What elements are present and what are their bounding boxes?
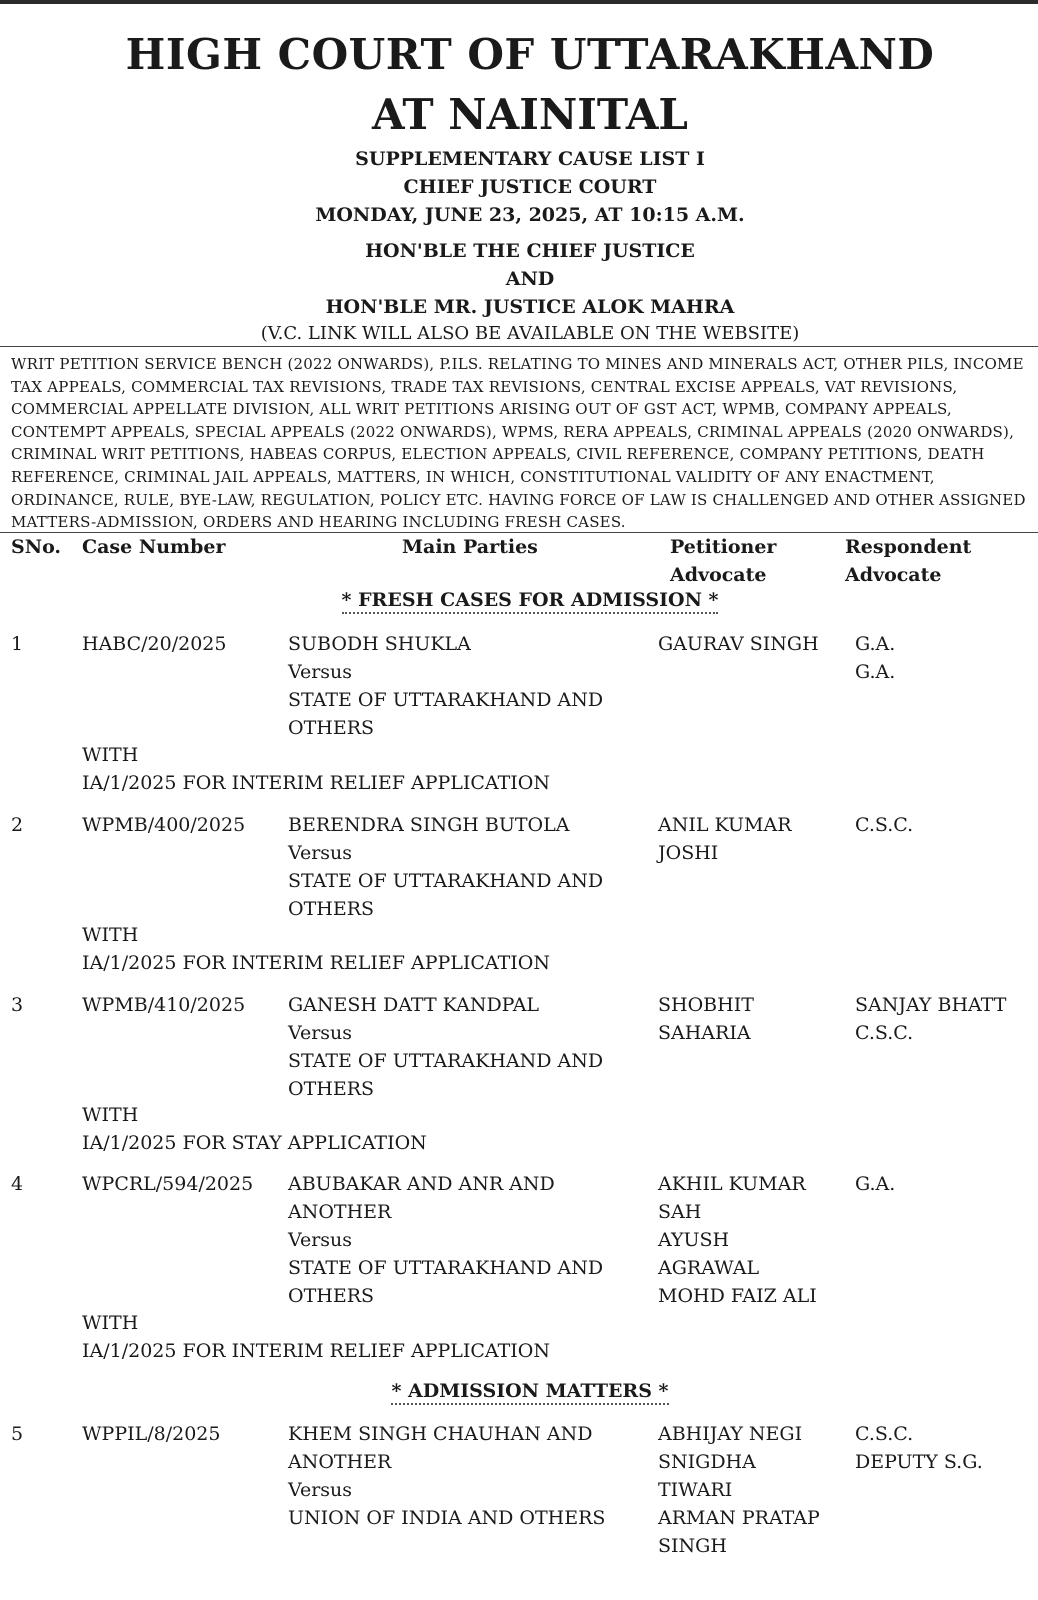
- section-admission-matters: * ADMISSION MATTERS *: [0, 1380, 1038, 1402]
- header-divider: [0, 346, 1038, 347]
- petitioner-advocate: AKHIL KUMAR SAH AYUSH AGRAWAL MOHD FAIZ ALI: [658, 1173, 817, 1307]
- section-fresh-cases: * FRESH CASES FOR ADMISSION *: [0, 589, 1038, 611]
- case-ia: IA/1/2025 FOR INTERIM RELIEF APPLICATION: [82, 952, 550, 974]
- case-sno: 5: [11, 1423, 24, 1445]
- jurisdiction-line: REFERENCE, CRIMINAL JAIL APPEALS, MATTERS, IN WHICH, CONSTITUTIONAL VALIDITY OF ANY ENACTMENT,: [11, 467, 935, 486]
- petitioner-advocate: SHOBHIT SAHARIA: [658, 994, 754, 1044]
- case-with: WITH: [82, 1312, 139, 1334]
- court-name: CHIEF JUSTICE COURT: [403, 176, 657, 198]
- col-petitioner-advocate: Petitioner Advocate: [670, 536, 777, 586]
- case-sno: 1: [11, 633, 24, 655]
- case-number: WPMB/410/2025: [82, 994, 246, 1016]
- case-sno: 2: [11, 814, 24, 836]
- bench-judge-1: HON'BLE THE CHIEF JUSTICE: [365, 240, 695, 262]
- case-parties: ABUBAKAR AND ANR AND ANOTHER Versus STATE OF UTTARAKHAND AND OTHERS: [288, 1173, 604, 1307]
- respondent-advocate: C.S.C.: [855, 814, 914, 836]
- case-with: WITH: [82, 744, 139, 766]
- bench-judge-2: HON'BLE MR. JUSTICE ALOK MAHRA: [325, 296, 735, 318]
- case-sno: 3: [11, 994, 24, 1016]
- case-with: WITH: [82, 1104, 139, 1126]
- list-name: SUPPLEMENTARY CAUSE LIST I: [355, 148, 705, 170]
- court-location: AT NAINITAL: [372, 90, 688, 139]
- jurisdiction-line: ORDINANCE, RULE, BYE-LAW, REGULATION, POLICY ETC. HAVING FORCE OF LAW IS CHALLENGED AND OTHER ASSIGNED: [11, 490, 1026, 509]
- case-parties: SUBODH SHUKLA Versus STATE OF UTTARAKHAND AND OTHERS: [288, 633, 604, 739]
- jurisdiction-line: WRIT PETITION SERVICE BENCH (2022 ONWARDS), P.ILS. RELATING TO MINES AND MINERALS ACT, OTHER PILS, INCOME: [11, 355, 1024, 373]
- jurisdiction-text: [11, 353, 1038, 534]
- jurisdiction-line: MATTERS-ADMISSION, ORDERS AND HEARING INCLUDING FRESH CASES.: [11, 513, 626, 532]
- case-number: WPPIL/8/2025: [82, 1423, 221, 1445]
- case-number: WPCRL/594/2025: [82, 1173, 254, 1195]
- petitioner-advocate: ANIL KUMAR JOSHI: [658, 814, 792, 864]
- petitioner-advocate: ABHIJAY NEGI SNIGDHA TIWARI ARMAN PRATAP SINGH: [658, 1423, 820, 1557]
- col-case-number: Case Number: [82, 536, 226, 558]
- case-number: WPMB/400/2025: [82, 814, 246, 836]
- respondent-advocate: G.A. G.A.: [855, 633, 896, 683]
- case-parties: GANESH DATT KANDPAL Versus STATE OF UTTARAKHAND AND OTHERS: [288, 994, 604, 1100]
- bench-and: AND: [505, 268, 555, 290]
- case-ia: IA/1/2025 FOR STAY APPLICATION: [82, 1132, 427, 1154]
- col-sno: SNo.: [11, 536, 62, 558]
- col-main-parties: Main Parties: [402, 536, 538, 558]
- jurisdiction-line: CRIMINAL WRIT PETITIONS, HABEAS CORPUS, ELECTION APPEALS, CIVIL REFERENCE, COMPANY PETITIONS, DEATH: [11, 445, 985, 464]
- respondent-advocate: G.A.: [855, 1173, 896, 1195]
- case-number: HABC/20/2025: [82, 633, 227, 655]
- case-with: WITH: [82, 924, 139, 946]
- jurisdiction-line: CONTEMPT APPEALS, SPECIAL APPEALS (2022 ONWARDS), WPMS, RERA APPEALS, CRIMINAL APPEALS (2020 ONWARDS),: [11, 422, 1015, 441]
- court-title: HIGH COURT OF UTTARAKHAND: [125, 30, 935, 79]
- vc-link-note: (V.C. LINK WILL ALSO BE AVAILABLE ON THE WEBSITE): [260, 323, 800, 344]
- respondent-advocate: SANJAY BHATT C.S.C.: [855, 994, 1007, 1044]
- jurisdiction-line: TAX APPEALS, COMMERCIAL TAX REVISIONS, TRADE TAX REVISIONS, CENTRAL EXCISE APPEALS, VAT REVISIONS,: [11, 377, 958, 396]
- case-parties: BERENDRA SINGH BUTOLA Versus STATE OF UTTARAKHAND AND OTHERS: [288, 814, 604, 920]
- case-ia: IA/1/2025 FOR INTERIM RELIEF APPLICATION: [82, 1340, 550, 1362]
- hearing-date-time: MONDAY, JUNE 23, 2025, AT 10:15 A.M.: [315, 204, 745, 226]
- respondent-advocate: C.S.C. DEPUTY S.G.: [855, 1423, 983, 1473]
- col-respondent-advocate: Respondent Advocate: [845, 536, 972, 586]
- case-sno: 4: [11, 1173, 24, 1195]
- petitioner-advocate: GAURAV SINGH: [658, 633, 819, 655]
- case-parties: KHEM SINGH CHAUHAN AND ANOTHER Versus UNION OF INDIA AND OTHERS: [288, 1423, 606, 1529]
- jurisdiction-line: COMMERCIAL APPELLATE DIVISION, ALL WRIT PETITIONS ARISING OUT OF GST ACT, WPMB, COMPANY APPEALS,: [11, 400, 952, 419]
- case-ia: IA/1/2025 FOR INTERIM RELIEF APPLICATION: [82, 772, 550, 794]
